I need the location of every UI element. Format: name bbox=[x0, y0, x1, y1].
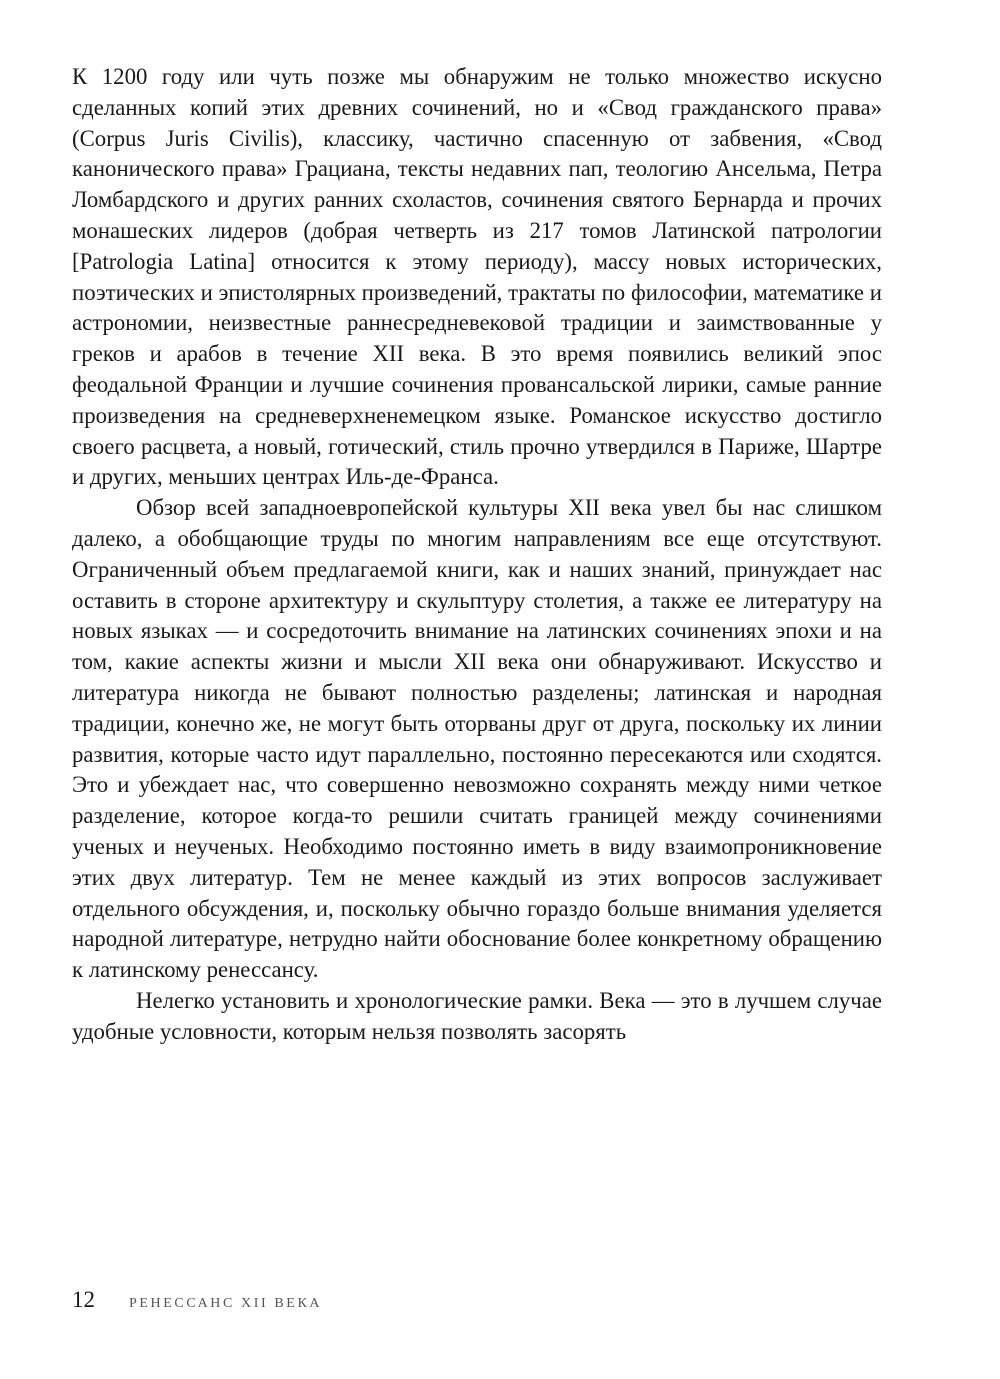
running-head: РЕНЕССАНС XII ВЕКА bbox=[129, 1296, 323, 1311]
paragraph-1: К 1200 году или чуть позже мы обнаружим не только множество искусно сделанных копий этих древних сочинений, но и «Свод гражданского права» (Corpus Juris Civilis), классику, частично спасенную от забвения, «Свод канонического права» Грациана, тексты недавних пап, теологию Ансельма, Петра Ломбардского и других ранних схоластов, сочинения святого Бернарда и прочих монашеских лидеров (добрая четверть из 217 томов Латинской патрологии [Patrologia Latina] относится к этому периоду), массу новых исторических, поэтических и эпистолярных произведений, трактаты по философии, математике и астрономии, неизвестные раннесредневековой традиции и заимствованные у греков и арабов в течение XII века. В это время появились великий эпос феодальной Франции и лучшие сочинения провансальской лирики, самые ранние произведения на средневерхненемецком языке. Романское искусство достигло своего расцвета, а новый, готический, стиль прочно утвердился в Париже, Шартре и других, меньших центрах Иль-де-Франса. bbox=[72, 64, 882, 490]
page-footer bbox=[72, 1287, 322, 1313]
paragraph-2: Обзор всей западноевропейской культуры XII века увел бы нас слишком далеко, а обобщающие труды по многим направлениям все еще отсутствуют. Ограниченный объем предлагаемой книги, как и наших знаний, принуждает нас оставить в стороне архитектуру и скульптуру столетия, а также ее литературу на новых языках — и сосредоточить внимание на латинских сочинениях эпохи и на том, какие аспекты жизни и мысли XII века они обнаруживают. Искусство и литература никогда не бывают полностью разделены; латинская и народная традиции, конечно же, не могут быть оторваны друг от друга, поскольку их линии развития, которые часто идут параллельно, постоянно пересекаются или сходятся. Это и убеждает нас, что совершенно невозможно сохранять между ними четкое разделение, которое когда-то решили считать границей между сочинениями ученых и неученых. Необходимо постоянно иметь в виду взаимопроникновение этих двух литератур. Тем не менее каждый из этих вопросов заслуживает отдельного обсуждения, и, поскольку обычно гораздо больше внимания уделяется народной литературе, нетрудно найти обоснование более конкретному обращению к латинскому ренессансу. bbox=[72, 495, 882, 983]
page-number: 12 bbox=[72, 1287, 95, 1312]
book-page bbox=[72, 62, 882, 1322]
body-text bbox=[72, 62, 882, 1048]
paragraph-3: Нелегко установить и хронологические рамки. Века — это в лучшем случае удобные условности, которым нельзя позволять засорять bbox=[72, 987, 882, 1044]
